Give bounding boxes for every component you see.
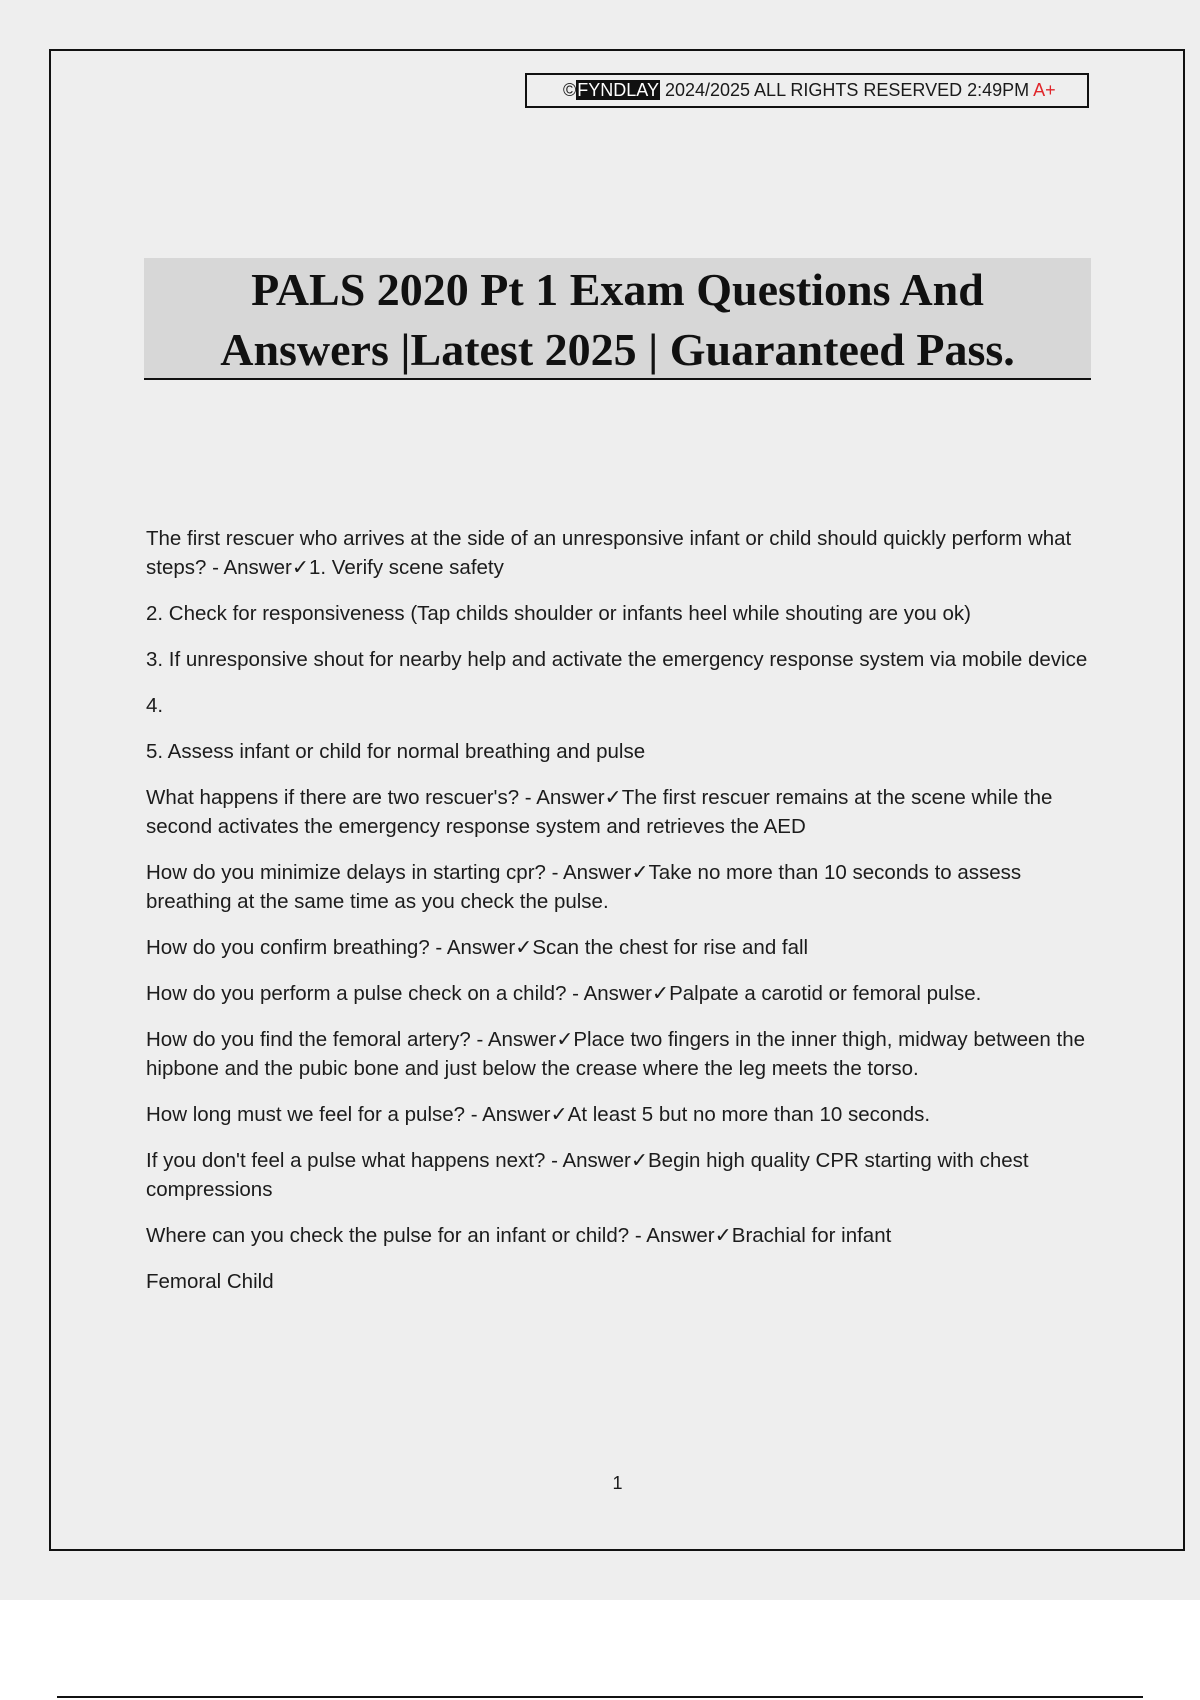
paragraph: How do you find the femoral artery? - Answer✓Place two fingers in the inner thigh, midway between the hipbone and the pubic bone and just below the crease where the leg meets the torso. — [146, 1028, 1086, 1080]
paragraph: 5. Assess infant or child for normal breathing and pulse — [146, 740, 646, 763]
grade-badge: A+ — [1033, 80, 1056, 100]
title-line-2: Answers |Latest 2025 | Guaranteed Pass. — [220, 324, 1015, 375]
brand-name: FYNDLAY — [577, 80, 659, 100]
copyright-symbol: © — [563, 80, 577, 100]
paragraph: 3. If unresponsive shout for nearby help and activate the emergency response system via mobile device — [146, 648, 1088, 671]
copyright-header — [525, 73, 1089, 108]
page-number: 1 — [612, 1473, 623, 1493]
paragraph: How do you perform a pulse check on a child? - Answer✓Palpate a carotid or femoral pulse. — [146, 982, 982, 1005]
paragraph: What happens if there are two rescuer's? - Answer✓The first rescuer remains at the scene while the second activates the emergency response system and retrieves the AED — [146, 786, 1053, 838]
document-title — [144, 258, 1091, 380]
paragraph: Where can you check the pulse for an infant or child? - Answer✓Brachial for infant — [146, 1224, 892, 1247]
rights-text: 2024/2025 ALL RIGHTS RESERVED 2:49PM — [659, 80, 1034, 100]
paragraph: 2. Check for responsiveness (Tap childs shoulder or infants heel while shouting are you ok) — [146, 602, 971, 625]
title-line-1: PALS 2020 Pt 1 Exam Questions And — [251, 264, 984, 315]
document-body — [146, 524, 1091, 1313]
paragraph: Femoral Child — [146, 1270, 274, 1293]
paragraph: 4. — [146, 694, 164, 717]
paragraph: How do you confirm breathing? - Answer✓Scan the chest for rise and fall — [146, 936, 809, 959]
paragraph: How do you minimize delays in starting cpr? - Answer✓Take no more than 10 seconds to assess breathing at the same time as you check the pulse. — [146, 861, 1022, 913]
paragraph: How long must we feel for a pulse? - Answer✓At least 5 but no more than 10 seconds. — [146, 1103, 931, 1126]
paragraph: If you don't feel a pulse what happens next? - Answer✓Begin high quality CPR starting with chest compressions — [146, 1149, 1029, 1201]
paragraph: The first rescuer who arrives at the side of an unresponsive infant or child should quickly perform what steps? - Answer✓1. Verify scene safety — [146, 527, 1072, 579]
next-page-divider — [57, 1696, 1143, 1698]
